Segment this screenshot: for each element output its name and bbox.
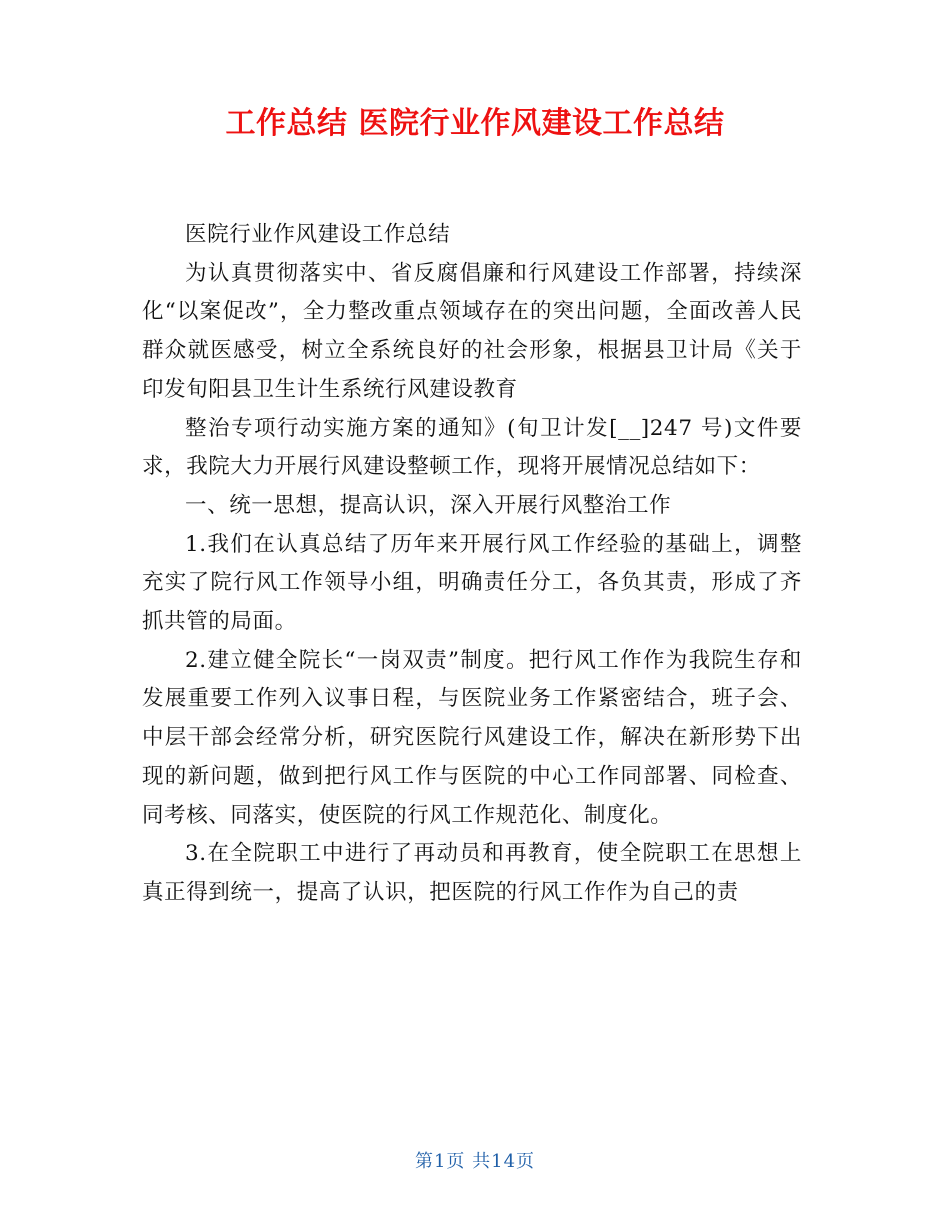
document-title: 工作总结 医院行业作风建设工作总结 [225,106,725,141]
footer-page-number: 1 [433,1151,447,1172]
footer-page-suffix: 页 [516,1151,536,1172]
footer-page-prefix: 第 [414,1151,434,1172]
paragraph-item-2: 2.建立健全院长“一岗双责”制度。把行风工作作为我院生存和发展重要工作列入议事日程，与医院业务工作紧密结合，班子会、中层干部会经常分析，研究医院行风建设工作，解决在新形势下出现的新问题，做到把行风工作与医院的中心工作同部署、同检查、同考核、同落实，使医院的行风工作规范化、制度化。 [142,647,802,828]
document-body [142,216,802,913]
paragraph-item-1: 1.我们在认真总结了历年来开展行风工作经验的基础上，调整充实了院行风工作领导小组，明确责任分工，各负其责，形成了齐抓共管的局面。 [142,531,802,635]
page-footer [0,1150,950,1174]
paragraph-subtitle: 医院行业作风建设工作总结 [185,222,451,247]
footer-page-middle: 页 共 [446,1151,492,1172]
footer-page-total: 14 [491,1151,517,1172]
paragraph-intro-continued: 整治专项行动实施方案的通知》(旬卫计发[__]247 号)文件要求，我院大力开展行风建设整顿工作，现将开展情况总结如下： [142,415,802,480]
paragraph-intro: 为认真贯彻落实中、省反腐倡廉和行风建设工作部署，持续深化“以案促改”，全力整改重点领域存在的突出问题，全面改善人民群众就医感受，树立全系统良好的社会形象，根据县卫计局《关于印发旬阳县卫生计生系统行风建设教育 [142,260,802,402]
section-heading-1: 一、统一思想，提高认识，深入开展行风整治工作 [185,492,672,518]
paragraph-item-3: 3.在全院职工中进行了再动员和再教育，使全院职工在思想上真正得到统一，提高了认识，把医院的行风工作作为自己的责 [142,841,802,905]
